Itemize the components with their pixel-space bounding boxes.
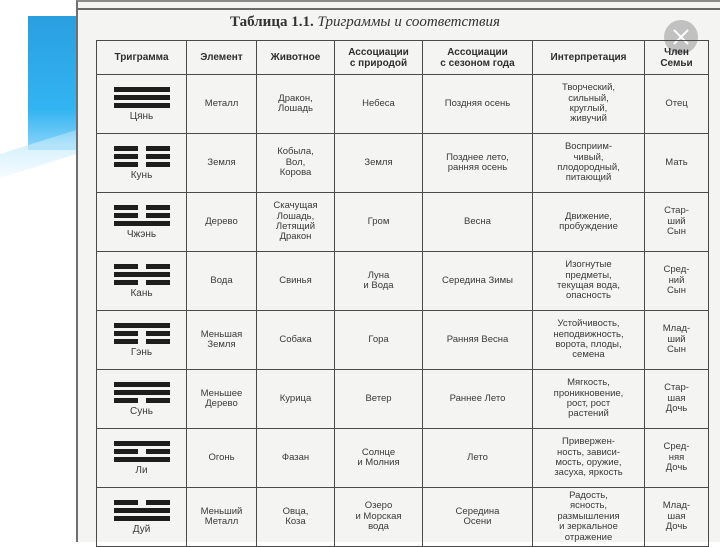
trigram-symbol (99, 382, 184, 403)
element-cell (187, 311, 257, 370)
element-text: Огонь (208, 451, 235, 463)
nature-cell (335, 488, 423, 547)
table-row (97, 134, 709, 193)
yang-line (114, 441, 170, 446)
season-cell (423, 252, 533, 311)
animal-text: Курица (279, 392, 312, 404)
season-cell (423, 488, 533, 547)
element-text: Вода (210, 274, 233, 286)
trigram-name: Дуй (132, 523, 151, 535)
yin-line (114, 398, 170, 403)
interpretation-cell (533, 75, 645, 134)
trigram-cell (97, 252, 187, 311)
trigram-name: Чжэнь (126, 228, 157, 240)
table-row (97, 75, 709, 134)
season-text: Лето (467, 451, 488, 463)
family-text: Млад- шая Дочь (662, 500, 691, 533)
element-cell (187, 429, 257, 488)
interpretation-text: Восприим- чивый, плодородный, питающий (557, 141, 620, 184)
yang-line (114, 382, 170, 387)
trigram-symbol (99, 87, 184, 108)
trigram-cell (97, 370, 187, 429)
nature-cell (335, 75, 423, 134)
trigram-symbol (99, 500, 184, 521)
season-text: Поздняя осень (444, 97, 511, 109)
yang-line (114, 516, 170, 521)
animal-text: Свинья (279, 274, 312, 286)
trigram-symbol (99, 441, 184, 462)
animal-cell (257, 311, 335, 370)
interpretation-text: Изогнутые предметы, текущая вода, опасность (557, 259, 620, 302)
yang-line (114, 323, 170, 328)
header-element: Элемент (187, 41, 257, 75)
interpretation-text: Радость, ясность, размышления и зеркальное отражение (557, 489, 620, 543)
trigram-name: Гэнь (130, 346, 153, 358)
interpretation-text: Движение, пробуждение (559, 210, 618, 232)
nature-text: Небеса (362, 97, 395, 109)
element-cell (187, 193, 257, 252)
header-interpretation: Интерпретация (533, 41, 645, 75)
interpretation-text: Устойчивость, неподвижность, ворота, плоды, семена (553, 318, 624, 361)
table-title-label: Таблица 1.1. (230, 14, 314, 30)
season-text: Ранняя Весна (446, 333, 509, 345)
animal-cell (257, 429, 335, 488)
trigram-table (96, 40, 709, 547)
animal-text: Кобыла, Вол, Корова (277, 146, 314, 179)
family-cell (645, 311, 709, 370)
season-text: Раннее Лето (449, 392, 506, 404)
season-text: Весна (464, 215, 491, 227)
table-row (97, 311, 709, 370)
nature-cell (335, 429, 423, 488)
nature-text: Гром (367, 215, 390, 227)
interpretation-cell (533, 193, 645, 252)
family-text: Стар- ший Сын (664, 205, 689, 238)
trigram-cell (97, 488, 187, 547)
header-season: Ассоциации с сезоном года (423, 41, 533, 75)
season-cell (423, 134, 533, 193)
season-cell (423, 193, 533, 252)
yin-line (114, 331, 170, 336)
family-cell (645, 134, 709, 193)
yang-line (114, 103, 170, 108)
season-cell (423, 429, 533, 488)
element-text: Земля (207, 156, 236, 168)
trigram-symbol (99, 264, 184, 285)
trigram-cell (97, 134, 187, 193)
season-cell (423, 311, 533, 370)
yin-line (114, 162, 170, 167)
slide-accent-bar (28, 16, 76, 150)
season-text: Середина Зимы (442, 274, 513, 286)
scanned-page (76, 0, 720, 542)
yang-line (114, 508, 170, 513)
element-text: Дерево (205, 215, 238, 227)
trigram-name: Ли (135, 464, 148, 476)
season-cell (423, 75, 533, 134)
interpretation-cell (533, 311, 645, 370)
element-cell (187, 488, 257, 547)
nature-text: Земля (364, 156, 393, 168)
interpretation-cell (533, 370, 645, 429)
nature-text: Гора (368, 333, 389, 345)
season-text: Середина Осени (455, 505, 500, 527)
interpretation-cell (533, 429, 645, 488)
table-header-row (97, 41, 709, 75)
family-cell (645, 193, 709, 252)
table-row (97, 429, 709, 488)
animal-text: Овца, Коза (282, 505, 309, 527)
table-row (97, 488, 709, 547)
nature-cell (335, 252, 423, 311)
trigram-symbol (99, 323, 184, 344)
animal-text: Скачущая Лошадь, Летящий Дракон (273, 200, 318, 243)
yin-line (114, 154, 170, 159)
yin-line (114, 339, 170, 344)
animal-cell (257, 488, 335, 547)
yin-line (114, 500, 170, 505)
family-text: Стар- шая Дочь (664, 382, 689, 415)
element-cell (187, 370, 257, 429)
header-family: Член Семьи (645, 41, 709, 75)
table-row (97, 370, 709, 429)
family-cell (645, 370, 709, 429)
interpretation-cell (533, 488, 645, 547)
element-text: Меньшее Дерево (200, 387, 243, 409)
yin-line (114, 264, 170, 269)
yin-line (114, 146, 170, 151)
yin-line (114, 205, 170, 210)
element-text: Меньшая Земля (200, 328, 243, 350)
element-text: Металл (204, 97, 239, 109)
table-row (97, 193, 709, 252)
trigram-name: Кань (130, 287, 153, 299)
season-text: Позднее лето, ранняя осень (446, 151, 509, 173)
nature-cell (335, 193, 423, 252)
trigram-cell (97, 429, 187, 488)
nature-text: Ветер (365, 392, 392, 404)
yang-line (114, 390, 170, 395)
header-trigram: Триграмма (97, 41, 187, 75)
nature-cell (335, 134, 423, 193)
trigram-cell (97, 311, 187, 370)
yang-line (114, 272, 170, 277)
family-text: Сред- ний Сын (663, 264, 690, 297)
table-title (230, 14, 500, 31)
interpretation-text: Привержен- ность, зависи- мость, оружие, засуха, яркость (554, 436, 623, 479)
table-row (97, 252, 709, 311)
element-text: Меньший Металл (200, 505, 243, 527)
page-top-rule (78, 8, 720, 10)
yang-line (114, 95, 170, 100)
family-text: Млад- ший Сын (662, 323, 691, 356)
family-text: Сред- няя Дочь (663, 441, 690, 474)
trigram-cell (97, 193, 187, 252)
header-nature: Ассоциации с природой (335, 41, 423, 75)
family-cell (645, 75, 709, 134)
interpretation-text: Мягкость, проникновение, рост, рост растений (553, 377, 624, 420)
element-cell (187, 252, 257, 311)
animal-cell (257, 193, 335, 252)
trigram-cell (97, 75, 187, 134)
family-cell (645, 429, 709, 488)
family-text: Мать (665, 156, 688, 168)
animal-text: Дракон, Лошадь (278, 92, 313, 114)
family-cell (645, 488, 709, 547)
nature-text: Солнце и Молния (357, 446, 400, 468)
yin-line (114, 213, 170, 218)
trigram-symbol (99, 205, 184, 226)
yin-line (114, 280, 170, 285)
yang-line (114, 457, 170, 462)
yang-line (114, 87, 170, 92)
nature-cell (335, 370, 423, 429)
trigram-name: Сунь (130, 405, 153, 417)
nature-cell (335, 311, 423, 370)
animal-cell (257, 134, 335, 193)
trigram-name: Кунь (130, 169, 153, 181)
animal-text: Собака (279, 333, 312, 345)
nature-text: Озеро и Морская вода (355, 500, 402, 533)
element-cell (187, 75, 257, 134)
animal-cell (257, 370, 335, 429)
interpretation-text: Творческий, сильный, круглый, живучий (561, 82, 616, 125)
animal-text: Фазан (281, 451, 310, 463)
family-text: Отец (665, 97, 688, 109)
trigram-symbol (99, 146, 184, 167)
table-title-text: Триграммы и соответствия (317, 14, 500, 30)
animal-cell (257, 252, 335, 311)
trigram-name: Цянь (129, 110, 154, 122)
element-cell (187, 134, 257, 193)
family-cell (645, 252, 709, 311)
nature-text: Луна и Вода (363, 269, 394, 291)
season-cell (423, 370, 533, 429)
animal-cell (257, 75, 335, 134)
yin-line (114, 449, 170, 454)
interpretation-cell (533, 252, 645, 311)
yang-line (114, 221, 170, 226)
interpretation-cell (533, 134, 645, 193)
header-animal: Животное (257, 41, 335, 75)
